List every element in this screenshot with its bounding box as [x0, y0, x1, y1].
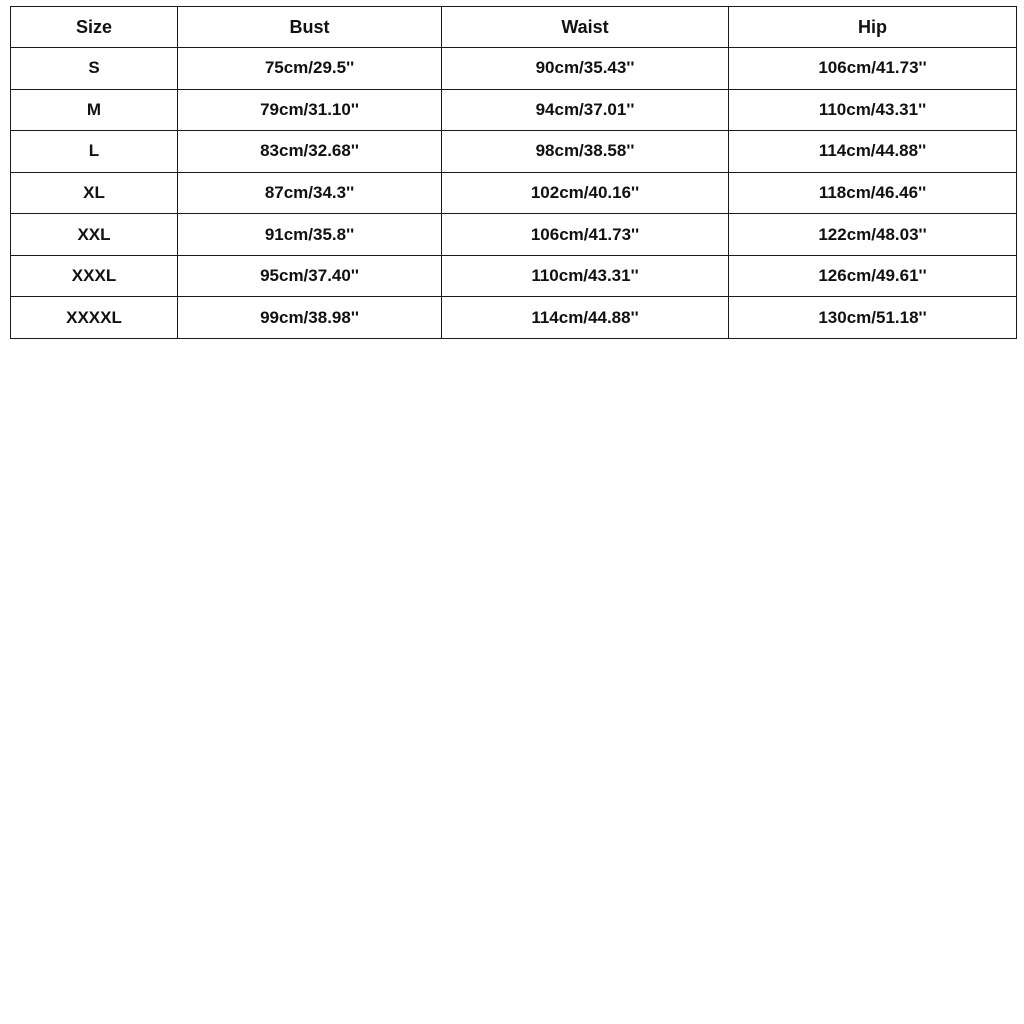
header-bust: Bust [178, 7, 442, 48]
waist-cell: 94cm/37.01'' [442, 89, 729, 131]
bust-cell: 91cm/35.8'' [178, 214, 442, 256]
table-row [11, 131, 1017, 173]
size-cell: XXXL [11, 255, 178, 297]
table-row [11, 172, 1017, 214]
waist-cell: 114cm/44.88'' [442, 297, 729, 339]
waist-cell: 106cm/41.73'' [442, 214, 729, 256]
hip-cell: 126cm/49.61'' [729, 255, 1017, 297]
bust-cell: 75cm/29.5'' [178, 48, 442, 90]
size-chart-container [10, 6, 1016, 339]
header-size: Size [11, 7, 178, 48]
table-row [11, 48, 1017, 90]
size-cell: XXXXL [11, 297, 178, 339]
size-chart-table [10, 6, 1017, 339]
size-cell: XL [11, 172, 178, 214]
bust-cell: 99cm/38.98'' [178, 297, 442, 339]
bust-cell: 95cm/37.40'' [178, 255, 442, 297]
table-row [11, 214, 1017, 256]
hip-cell: 118cm/46.46'' [729, 172, 1017, 214]
hip-cell: 114cm/44.88'' [729, 131, 1017, 173]
size-cell: M [11, 89, 178, 131]
size-cell: XXL [11, 214, 178, 256]
waist-cell: 102cm/40.16'' [442, 172, 729, 214]
hip-cell: 130cm/51.18'' [729, 297, 1017, 339]
header-hip: Hip [729, 7, 1017, 48]
bust-cell: 83cm/32.68'' [178, 131, 442, 173]
bust-cell: 87cm/34.3'' [178, 172, 442, 214]
hip-cell: 110cm/43.31'' [729, 89, 1017, 131]
hip-cell: 122cm/48.03'' [729, 214, 1017, 256]
size-cell: L [11, 131, 178, 173]
waist-cell: 90cm/35.43'' [442, 48, 729, 90]
header-row [11, 7, 1017, 48]
table-row [11, 255, 1017, 297]
table-row [11, 89, 1017, 131]
waist-cell: 110cm/43.31'' [442, 255, 729, 297]
header-waist: Waist [442, 7, 729, 48]
hip-cell: 106cm/41.73'' [729, 48, 1017, 90]
size-cell: S [11, 48, 178, 90]
table-row [11, 297, 1017, 339]
waist-cell: 98cm/38.58'' [442, 131, 729, 173]
bust-cell: 79cm/31.10'' [178, 89, 442, 131]
